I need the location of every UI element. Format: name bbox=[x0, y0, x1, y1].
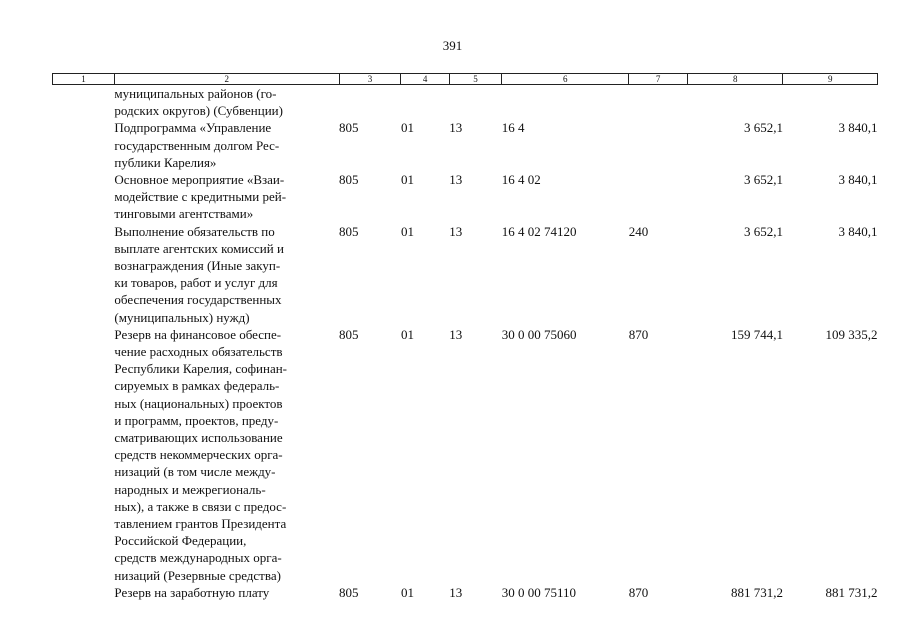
table-row bbox=[53, 223, 878, 326]
cell-admin-code: 805 bbox=[339, 120, 359, 136]
cell-target-article: 16 4 bbox=[501, 120, 525, 136]
name-line: выплате агентских комиссий и bbox=[114, 240, 284, 256]
name-line: ных), а также в связи с предос- bbox=[114, 498, 287, 514]
cell-expense-type: 870 bbox=[628, 584, 649, 600]
name-line: народных и межрегиональ- bbox=[114, 481, 266, 497]
budget-table bbox=[52, 73, 878, 601]
cell-target-article: 30 0 00 75060 bbox=[501, 326, 577, 342]
name-line: тавлением грантов Президента bbox=[114, 516, 287, 532]
column-header: 7 bbox=[629, 74, 688, 85]
name-line: Республики Карелия, софинан- bbox=[114, 361, 288, 377]
cell-amount-year2: 3 840,1 bbox=[838, 223, 878, 239]
name-line: чение расходных обязательств bbox=[114, 344, 283, 360]
table-row bbox=[53, 119, 878, 171]
name-line: средств некоммерческих орга- bbox=[114, 447, 283, 463]
cell-amount-year2: 109 335,2 bbox=[825, 326, 878, 342]
name-line: сматривающих использование bbox=[114, 430, 283, 446]
cell-col1 bbox=[53, 119, 115, 171]
cell-name bbox=[114, 326, 339, 584]
cell-amount-year2: 881 731,2 bbox=[825, 584, 878, 600]
cell-amount-year1: 3 652,1 bbox=[743, 120, 783, 136]
cell-amount-year2 bbox=[783, 85, 878, 120]
cell-target-article: 16 4 02 74120 bbox=[501, 223, 577, 239]
cell-amount-year1: 3 652,1 bbox=[743, 223, 783, 239]
cell-name bbox=[114, 119, 339, 171]
table-row bbox=[53, 171, 878, 223]
table-row bbox=[53, 85, 878, 120]
cell-section: 01 bbox=[400, 120, 414, 136]
cell-subsection bbox=[449, 85, 501, 120]
name-line: муниципальных районов (го- bbox=[114, 86, 277, 101]
cell-section: 01 bbox=[400, 326, 414, 342]
cell-name bbox=[114, 85, 339, 120]
name-line: средств международных орга- bbox=[114, 550, 282, 566]
cell-subsection: 13 bbox=[449, 172, 463, 188]
column-header: 3 bbox=[339, 74, 401, 85]
cell-subsection: 13 bbox=[449, 584, 463, 600]
cell-subsection: 13 bbox=[449, 326, 463, 342]
cell-admin-code: 805 bbox=[339, 172, 359, 188]
name-line: Выполнение обязательств по bbox=[114, 223, 275, 239]
table-row bbox=[53, 326, 878, 584]
cell-admin-code: 805 bbox=[339, 223, 359, 239]
cell-amount-year1: 881 731,2 bbox=[730, 584, 783, 600]
cell-section: 01 bbox=[400, 172, 414, 188]
name-line: публики Карелия» bbox=[114, 154, 217, 170]
cell-expense-type bbox=[629, 119, 688, 171]
cell-target-article: 16 4 02 bbox=[501, 172, 541, 188]
table-row bbox=[53, 584, 878, 601]
cell-target-article bbox=[502, 85, 629, 120]
cell-amount-year1: 3 652,1 bbox=[743, 172, 783, 188]
cell-section bbox=[401, 85, 449, 120]
cell-subsection: 13 bbox=[449, 223, 463, 239]
name-line: государственным долгом Рес- bbox=[114, 137, 280, 153]
cell-expense-type: 240 bbox=[628, 223, 649, 239]
column-header: 2 bbox=[114, 74, 339, 85]
cell-name bbox=[114, 223, 339, 326]
cell-section: 01 bbox=[400, 584, 414, 600]
name-line: низаций (в том числе между- bbox=[114, 464, 276, 480]
name-line: и программ, проектов, преду- bbox=[114, 412, 279, 428]
column-header: 6 bbox=[502, 74, 629, 85]
cell-amount-year2: 3 840,1 bbox=[838, 172, 878, 188]
cell-admin-code bbox=[339, 85, 401, 120]
name-line: модействие с кредитными рей- bbox=[114, 189, 287, 205]
cell-target-article: 30 0 00 75110 bbox=[501, 584, 576, 600]
name-line: ки товаров, работ и услуг для bbox=[114, 275, 278, 291]
column-header: 5 bbox=[449, 74, 501, 85]
cell-amount-year1 bbox=[687, 85, 783, 120]
name-line: родских округов) (Субвенции) bbox=[114, 103, 283, 119]
column-header: 1 bbox=[53, 74, 115, 85]
cell-subsection: 13 bbox=[449, 120, 463, 136]
name-line: Резерв на финансовое обеспе- bbox=[114, 326, 282, 342]
name-line: вознаграждения (Иные закуп- bbox=[114, 258, 281, 274]
cell-admin-code: 805 bbox=[339, 326, 359, 342]
cell-expense-type bbox=[629, 171, 688, 223]
cell-expense-type: 870 bbox=[628, 326, 649, 342]
name-line: обеспечения государственных bbox=[114, 292, 282, 308]
cell-col1 bbox=[53, 85, 115, 120]
cell-name bbox=[114, 584, 339, 601]
column-header: 4 bbox=[401, 74, 449, 85]
column-header: 9 bbox=[783, 74, 878, 85]
name-line: низаций (Резервные средства) bbox=[114, 567, 281, 583]
name-line: Резерв на заработную плату bbox=[114, 584, 270, 600]
header-row bbox=[53, 74, 878, 85]
page-number: 391 bbox=[442, 38, 463, 53]
column-header: 8 bbox=[687, 74, 783, 85]
cell-expense-type bbox=[629, 85, 688, 120]
name-line: Основное мероприятие «Взаи- bbox=[114, 172, 285, 188]
cell-name bbox=[114, 171, 339, 223]
cell-amount-year1: 159 744,1 bbox=[730, 326, 783, 342]
cell-col1 bbox=[53, 223, 115, 326]
name-line: Российской Федерации, bbox=[114, 533, 247, 549]
name-line: сируемых в рамках федераль- bbox=[114, 378, 280, 394]
cell-amount-year2: 3 840,1 bbox=[838, 120, 878, 136]
cell-col1 bbox=[53, 326, 115, 584]
cell-col1 bbox=[53, 584, 115, 601]
name-line: тинговыми агентствами» bbox=[114, 206, 254, 222]
cell-section: 01 bbox=[400, 223, 414, 239]
name-line: (муниципальных) нужд) bbox=[114, 309, 250, 325]
cell-col1 bbox=[53, 171, 115, 223]
cell-admin-code: 805 bbox=[339, 584, 359, 600]
name-line: ных (национальных) проектов bbox=[114, 395, 283, 411]
name-line: Подпрограмма «Управление bbox=[114, 120, 272, 136]
